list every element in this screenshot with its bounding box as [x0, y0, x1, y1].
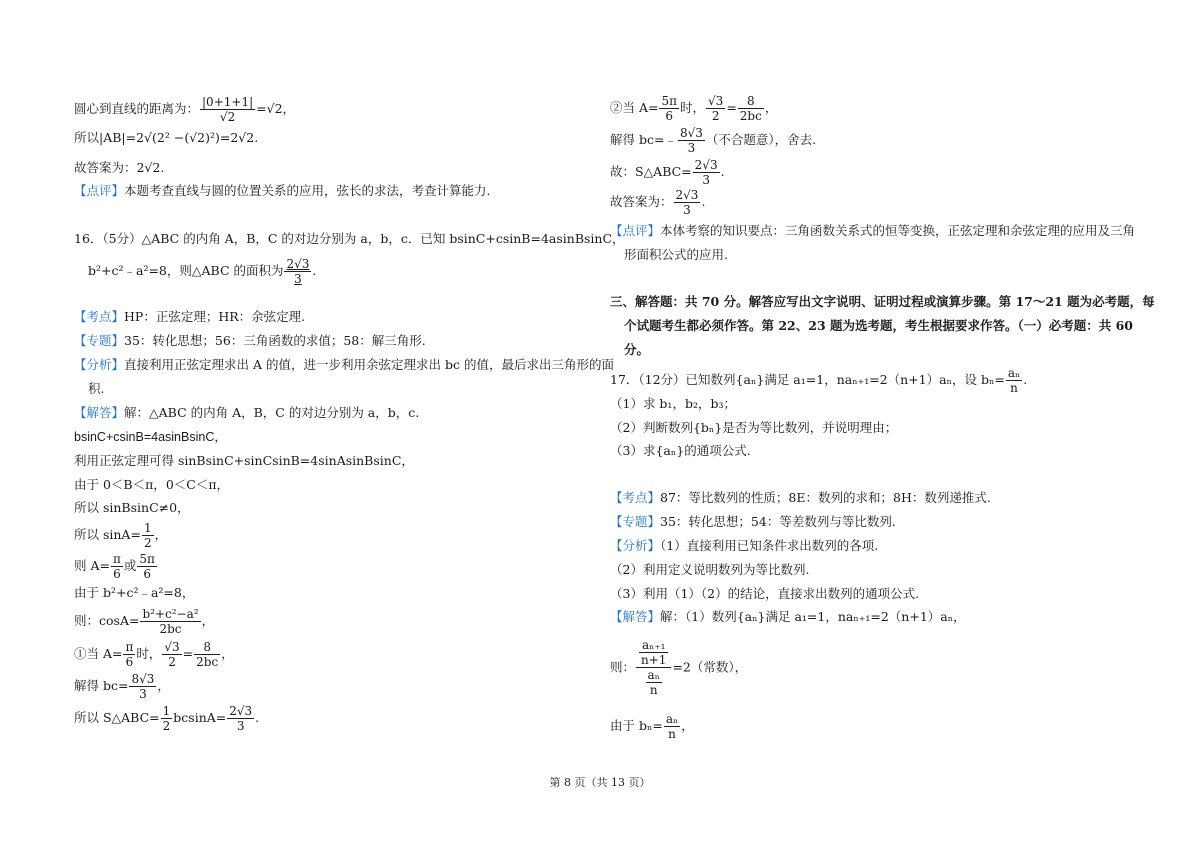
fraction: $\frac{√3}{2}$	[708, 94, 724, 123]
answer-fraction: $\frac{2√3}{3}$	[286, 257, 310, 286]
jieda-line: 【解答】解：（1）数列{aₙ}满足 a₁=1，naₙ₊₁=2（n+1）aₙ，	[610, 609, 966, 624]
fraction: $\frac{\pi}{6}$	[125, 640, 134, 669]
solve-bc-line: 解得 bc=﹣ $\frac{8√3}{3}$ （不合题意），舍去.	[610, 126, 817, 155]
fraction: $\frac{8√3}{3}$	[679, 126, 703, 155]
case-2-line: ②当 A= $\frac{5\pi}{6}$ 时， $\frac{√3}{2}$ = $\frac{8}{2bc}$ ，	[610, 94, 778, 123]
fraction: $\frac{\pi}{6}$	[112, 552, 121, 581]
fraction: $\frac{|0+1+1|}{√2}$	[202, 95, 254, 124]
fraction: $\frac{5\pi}{6}$	[661, 94, 678, 123]
jieda-line: 【解答】解：△ABC 的内角 A，B，C 的对边分别为 a，b，c.	[74, 405, 420, 420]
question-17-part: （2）判断数列{bₙ}是否为等比数列，并说明理由；	[610, 420, 898, 435]
fenxi-line2: 积.	[88, 381, 105, 396]
question-16-line2: b²+c²﹣a²=8，则△ABC 的面积为 $\frac{2√3}{3}$ .	[88, 257, 317, 286]
comment-line: 【点评】本体考察的知识要点：三角函数关系式的恒等变换，正弦定理和余弦定理的应用及三角	[610, 223, 1136, 238]
compound-fraction: $\frac{\frac{\text{aₙ₊₁}}{n+1}}{\frac{\text{aₙ}}{n}}$	[636, 638, 671, 697]
fenxi-line: 【分析】（1）直接利用已知条件求出数列的各项.	[610, 538, 879, 553]
solution-step: 所以 S△ABC= $\frac{1}{2}$ bcsinA= $\frac{2√3}{3}$ .	[74, 704, 260, 733]
fraction: $\frac{1}{2}$	[143, 521, 152, 550]
section-heading: 分。	[624, 342, 650, 357]
fraction: $\frac{5\pi}{6}$	[139, 552, 155, 581]
page-footer: 第 8 页（共 13 页）	[549, 776, 651, 789]
line-ab: 所以|AB|=2√(2² −(√2)²)=2√2.	[74, 130, 259, 145]
solution-step: 则：cosA= $\frac{\text{b²+c²−a²}}{2bc}$ ，	[74, 607, 215, 636]
fraction: $\frac{2√3}{3}$	[229, 704, 253, 733]
question-17: 17．（12分）已知数列{aₙ}满足 a₁=1，naₙ₊₁=2（n+1）aₙ，设 bₙ= $\frac{\text{aₙ}}{n}$ .	[610, 366, 1028, 395]
fenxi-line: （2）利用定义说明数列为等比数列.	[610, 562, 810, 577]
comment-line2: 形面积公式的应用.	[624, 247, 728, 262]
fraction: $\frac{\text{b²+c²−a²}}{2bc}$	[142, 607, 199, 636]
fraction: $\frac{√3}{2}$	[164, 640, 180, 669]
fraction: $\frac{\text{aₙ}}{n}$	[665, 712, 679, 741]
fenxi-line: （3）利用（1）（2）的结论，直接求出数列的通项公式.	[610, 586, 920, 601]
section-heading: 个试题考生都必须作答。第 22、23 题为选考题，考生根据要求作答。（一）必考题：共 60	[624, 318, 1133, 333]
zhuanti-line: 【专题】35：转化思想；54：等差数列与等比数列.	[610, 514, 896, 529]
solution-step: 所以 sinA= $\frac{1}{2}$ ，	[74, 521, 168, 550]
area-line: 故：S△ABC= $\frac{2√3}{3}$ .	[610, 158, 725, 187]
kaodian-line: 【考点】87：等比数列的性质；8E：数列的求和；8H：数列递推式.	[610, 490, 991, 505]
question-17-part: （1）求 b₁，b₂，b₃；	[610, 396, 736, 411]
fraction: $\frac{8√3}{3}$	[131, 672, 155, 701]
solution-step: 利用正弦定理可得 sinBsinC+sinCsinB=4sinAsinBsinC，	[74, 453, 414, 468]
fraction: $\frac{\text{aₙ}}{n}$	[1007, 366, 1021, 395]
fraction: $\frac{1}{2}$	[162, 704, 171, 733]
answer-line: 故答案为： $\frac{2√3}{3}$ .	[610, 188, 706, 217]
solution-step: bsinC+csinB=4asinBsinC，	[74, 430, 227, 444]
fraction: $\frac{8}{2bc}$	[196, 640, 219, 669]
fraction: $\frac{2√3}{3}$	[694, 158, 718, 187]
kaodian-line: 【考点】HP：正弦定理；HR：余弦定理.	[74, 309, 306, 324]
solution-step: 解得 bc= $\frac{8√3}{3}$ ，	[74, 672, 170, 701]
line-distance: 圆心到直线的距离为： $\frac{|0+1+1|}{√2}$ =√2，	[74, 95, 296, 124]
question-16-line1: 16．（5分）△ABC 的内角 A，B，C 的对边分别为 a，b，c．已知 bsinC+csinB=4asinBsinC，	[74, 231, 625, 246]
fenxi-line: 【分析】直接利用正弦定理求出 A 的值，进一步利用余弦定理求出 bc 的值，最后求出三角形的面	[74, 357, 614, 372]
solution-step: 由于 b²+c²﹣a²=8，	[74, 585, 195, 600]
question-17-part: （3）求{aₙ}的通项公式.	[610, 443, 751, 458]
fraction: $\frac{8}{2bc}$	[739, 94, 762, 123]
solution-step: ①当 A= $\frac{\pi}{6}$ 时， $\frac{√3}{2}$ = $\frac{8}{2bc}$ ，	[74, 640, 234, 669]
line-answer: 故答案为：2√2.	[74, 160, 165, 175]
solution-step: 由于 0＜B＜π，0＜C＜π，	[74, 477, 230, 492]
zhuanti-line: 【专题】35：转化思想；56：三角函数的求值；58：解三角形.	[74, 333, 426, 348]
ratio-line: 则： $\frac{\frac{\text{aₙ₊₁}}{n+1}}{\frac{\text{aₙ}}{n}}$ =2（常数），	[610, 638, 748, 697]
bn-line: 由于 bₙ= $\frac{\text{aₙ}}{n}$ ，	[610, 712, 694, 741]
section-heading: 三、解答题：共 70 分。解答应写出文字说明、证明过程或演算步骤。第 17～21 题为必考题，每	[610, 294, 1155, 309]
solution-step: 所以 sinBsinC≠0，	[74, 500, 190, 515]
line-comment: 【点评】本题考查直线与圆的位置关系的应用，弦长的求法，考查计算能力.	[74, 183, 491, 198]
fraction: $\frac{2√3}{3}$	[675, 188, 699, 217]
solution-step: 则 A= $\frac{\pi}{6}$ 或 $\frac{5\pi}{6}$	[74, 552, 155, 581]
comment-tag: 【点评】	[74, 183, 125, 198]
